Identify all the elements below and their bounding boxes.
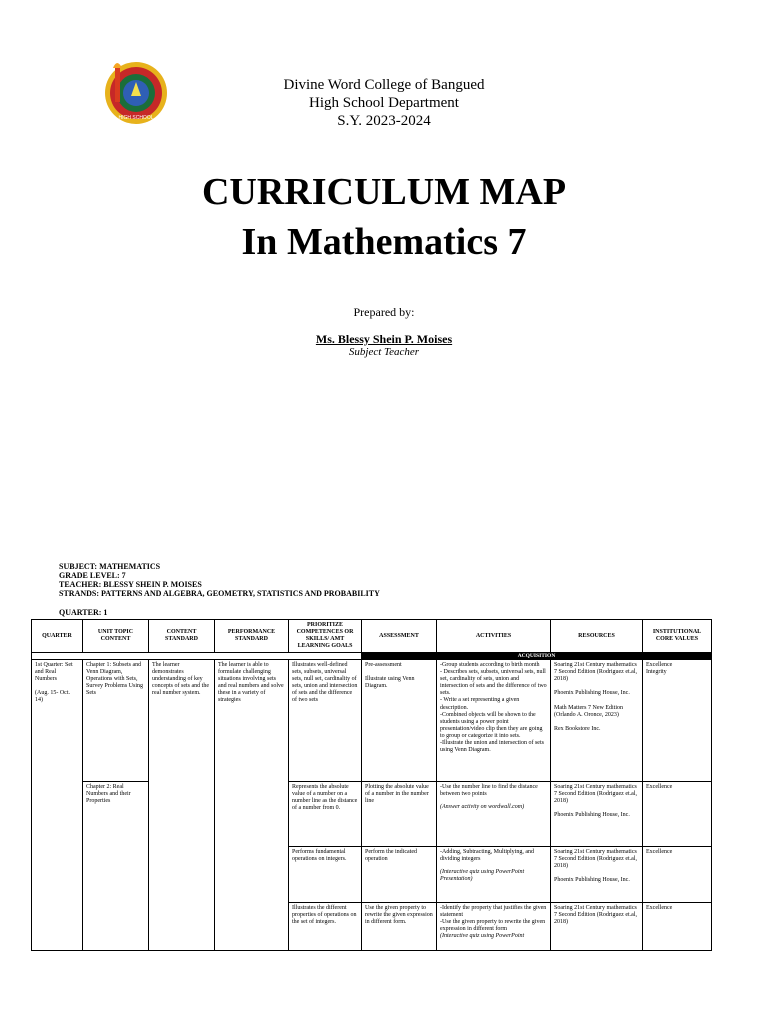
activities-cell — [437, 660, 551, 782]
prepared-by-label: Prepared by: — [353, 305, 415, 319]
unit-topic-cell: Chapter 2: Real Numbers and their Properties — [83, 782, 149, 951]
school-name: Divine Word College of Bangued — [283, 77, 485, 93]
competency-cell: Illustrates the different properties of operations on the set of integers. — [289, 903, 362, 951]
resources-cell: Soaring 21st Century mathematics 7 Second Edition (Rodriguez et.al, 2018) Phoenix Publishing House, Inc. — [551, 782, 643, 847]
teacher-label: TEACHER: BLESSY SHEIN P. MOISES — [59, 580, 202, 589]
activities-cell — [437, 847, 551, 903]
activities-text: -Group students according to birth month - Describes sets, subsets, universal sets, null set, cardinality of sets, union and intersection of sets and the difference of two sets. - Write a set representing a given description. -Combined objects will be shown to the students using a power point presentation/video clip then they are going to group or categorize it into sets. -Illustrate the union and intersection of sets using Venn Diagram. — [440, 662, 547, 754]
core-values-cell: Excellence — [643, 847, 712, 903]
header-cell: PRIORITIZE COMPETENCES OR SKILLS/ AMT LEARNING GOALS — [289, 620, 362, 653]
table-row — [32, 782, 712, 847]
competency-cell: Illustrates well-defined sets, subsets, universal sets, null set, cardinality of sets, union and intersection of sets and the difference of two sets — [289, 660, 362, 782]
header-cell: ACTIVITIES — [437, 620, 551, 653]
preparer-role: Subject Teacher — [348, 346, 420, 358]
acquisition-row — [32, 653, 712, 660]
document-title: CURRICULUM MAP — [201, 171, 567, 213]
competency-cell: Performs fundamental operations on integers. — [289, 847, 362, 903]
assessment-cell: Plotting the absolute value of a number in the number line — [362, 782, 437, 847]
strands-label: STRANDS: PATTERNS AND ALGEBRA, GEOMETRY, STATISTICS AND PROBABILITY — [59, 589, 380, 598]
department-name: High School Department — [309, 95, 459, 111]
acquisition-label: ACQUISITION — [362, 653, 712, 660]
performance-standard-cell: The learner is able to formulate challenging situations involving sets and real numbers and solve these in a variety of strategies — [215, 660, 289, 951]
acquisition-spacer — [32, 653, 362, 660]
preparer-name: Ms. Blessy Shein P. Moises — [315, 332, 453, 346]
competency-cell: Represents the absolute value of a number on a number line as the distance of a number from 0. — [289, 782, 362, 847]
activities-note: (Interactive quiz using PowerPoint Presentation) — [440, 869, 525, 883]
activities-note: (Interactive quiz using PowerPoint — [440, 933, 525, 940]
quarter-label: QUARTER: 1 — [59, 608, 108, 617]
assessment-cell: Use the given property to rewrite the given expression in different form. — [362, 903, 437, 951]
resources-cell: Soaring 21st Century mathematics 7 Second Edition (Rodriguez et.al, 2018) — [551, 903, 643, 951]
table-header-row — [32, 620, 712, 653]
header-cell: UNIT TOPIC CONTENT — [83, 620, 149, 653]
activities-text: -Adding, Subtracting, Multiplying, and dividing integers — [440, 849, 536, 863]
activities-text: -Identify the property that justifies the given statement -Use the given property to rewrite the given expression in different form — [440, 905, 547, 933]
header-cell: INSTITUTIONAL CORE VALUES — [643, 620, 712, 653]
school-year: S.Y. 2023-2024 — [337, 113, 431, 129]
activities-text: -Use the number line to find the distance between two points — [440, 784, 540, 798]
grade-level-label: GRADE LEVEL: 7 — [59, 571, 126, 580]
activities-cell — [437, 782, 551, 847]
core-values-cell: Excellence — [643, 903, 712, 951]
header-cell: CONTENT STANDARD — [149, 620, 215, 653]
activities-cell — [437, 903, 551, 951]
header-cell: RESOURCES — [551, 620, 643, 653]
header-cell: PERFORMANCE STANDARD — [215, 620, 289, 653]
curriculum-table — [31, 619, 712, 951]
svg-text:HIGH SCHOOL: HIGH SCHOOL — [118, 115, 154, 121]
header-cell: QUARTER — [32, 620, 83, 653]
content-standard-cell: The learner demonstrates understanding of key concepts of sets and the real number system. — [149, 660, 215, 951]
resources-cell: Soaring 21st Century mathematics 7 Second Edition (Rodriguez et.al, 2018) Phoenix Publishing House, Inc. — [551, 847, 643, 903]
quarter-cell: 1st Quarter: Set and Real Numbers (Aug. 15- Oct. 14) — [32, 660, 83, 951]
table-row — [32, 660, 712, 782]
resources-cell: Soaring 21st Century mathematics 7 Second Edition (Rodriguez et.al, 2018) Phoenix Publishing House, Inc. Math Matters 7 New Edition (Orlando A. Oronce, 2023) Rex Bookstore Inc. — [551, 660, 643, 782]
assessment-cell: Pre-assessment Illustrate using Venn Diagram. — [362, 660, 437, 782]
core-values-cell: Excellence — [643, 782, 712, 847]
subject-label: SUBJECT: MATHEMATICS — [59, 562, 161, 571]
document-subtitle: In Mathematics 7 — [241, 221, 527, 263]
core-values-cell: Excellence Integrity — [643, 660, 712, 782]
assessment-cell: Perform the indicated operation — [362, 847, 437, 903]
unit-topic-cell: Chapter 1: Subsets and Venn Diagram, Operations with Sets, Survey Problems Using Sets — [83, 660, 149, 782]
activities-note: (Answer activity on wordwall.com) — [440, 804, 525, 811]
header-cell: ASSESSMENT — [362, 620, 437, 653]
